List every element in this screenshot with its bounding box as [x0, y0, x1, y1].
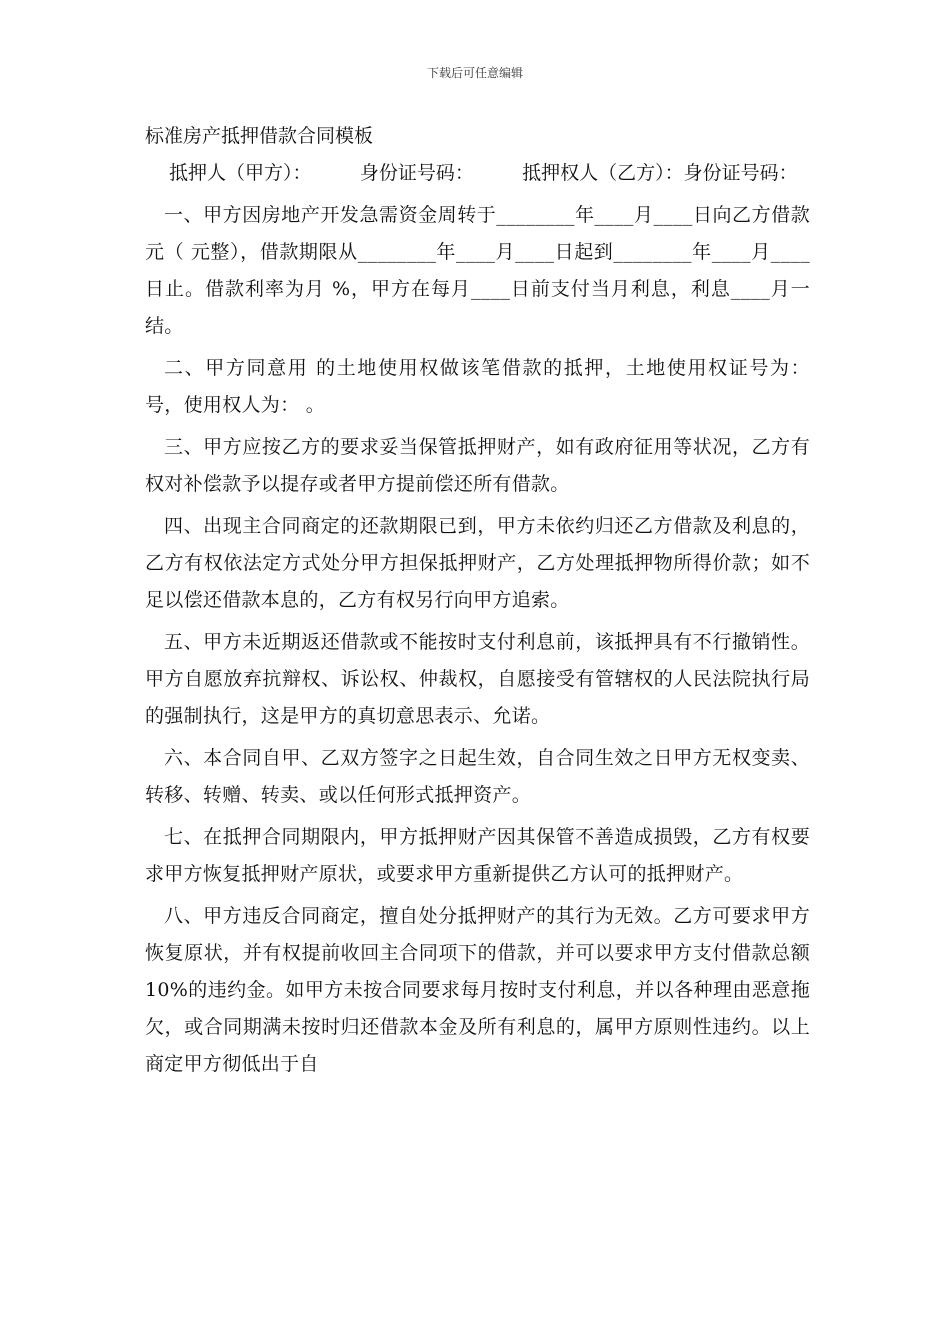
clause-4: 四、出现主合同商定的还款期限已到，甲方未依约归还乙方借款及利息的，乙方有权依法定方式处分甲方担保抵押财产，乙方处理抵押物所得价款；如不足以偿还借款本息的，乙方有权另行向甲方追索。 [145, 515, 810, 611]
clause-7: 七、在抵押合同期限内，甲方抵押财产因其保管不善造成损毁，乙方有权要求甲方恢复抵押财产原状，或要求甲方重新提供乙方认可的抵押财产。 [145, 826, 810, 885]
parties-line: 抵押人（甲方）： 身份证号码： 抵押权人（乙方）：身份证号码： [169, 162, 798, 184]
clause-3: 三、甲方应按乙方的要求妥当保管抵押财产，如有政府征用等状况，乙方有权对补偿款予以提存或者甲方提前偿还所有借款。 [145, 436, 810, 495]
clause-2: 二、甲方同意用 的土地使用权做该笔借款的抵押，土地使用权证号为： 号，使用权人为： 。 [145, 357, 810, 416]
document-title: 标准房产抵押借款合同模板 [145, 125, 374, 147]
document-body [145, 118, 810, 1083]
clause-6: 六、本合同自甲、乙双方签字之日起生效，自合同生效之日甲方无权变卖、转移、转赠、转卖、或以任何形式抵押资产。 [145, 747, 810, 806]
clause-1: 一、甲方因房地产开发急需资金周转于________年____月____日向乙方借款 元（ 元整），借款期限从________年____月____日起到________年____月____日止。借款利率为月 %，甲方在每月____日前支付当月利息，利息____月一结。 [145, 204, 810, 337]
page-header-note: 下载后可任意编辑 [426, 66, 523, 80]
clause-8: 八、甲方违反合同商定，擅自处分抵押财产的其行为无效。乙方可要求甲方恢复原状，并有权提前收回主合同项下的借款，并可以要求甲方支付借款总额 10%的违约金。如甲方未按合同要求每月按时支付利息，并以各种理由恶意拖欠，或合同期满未按时归还借款本金及所有利息的，属甲方原则性违约。以上商定甲方彻低出于自 [145, 905, 810, 1075]
clause-5: 五、甲方未近期返还借款或不能按时支付利息前，该抵押具有不行撤销性。甲方自愿放弃抗辩权、诉讼权、仲裁权，自愿接受有管辖权的人民法院执行局的强制执行，这是甲方的真切意思表示、允诺。 [145, 631, 810, 727]
